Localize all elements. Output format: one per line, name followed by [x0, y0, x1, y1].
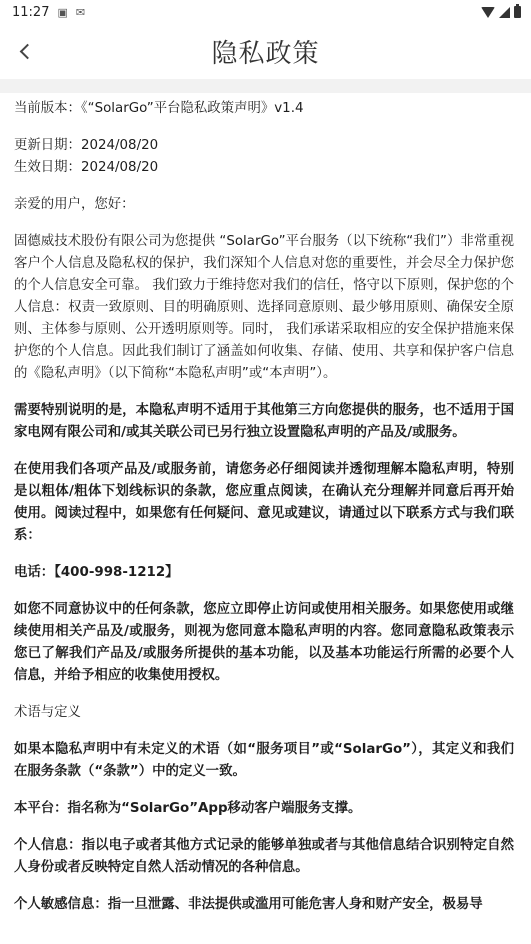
wifi-icon: [481, 7, 495, 18]
intro-paragraph: 固德威技术股份有限公司为您提供 “SolarGo”平台服务（以下统称“我们”）非常重视客户个人信息及隐私权的保护，我们深知个人信息对您的重要性，并会尽全力保护您的个人信息安全可靠。 我们致力于维持您对我们的信任，恪守以下原则，保护您的个人信息：权责一致原则、目的明确原则、选择同意原则、最少够用原则、确保安全原则、主体参与原则、公开透明原则等。同时， 我们承诺采取相应的安全保护措施来保护您的个人信息。因此我们制订了涵盖如何收集、存储、使用、共享和保护客户信息的《隐私声明》（以下简称“本隐私声明”或“本声明”）。: [14, 234, 514, 381]
status-right: [481, 6, 521, 18]
status-time: 11:27: [12, 4, 50, 20]
status-left: [12, 5, 85, 20]
version-text: 当前版本：《“SolarGo”平台隐私政策声明》v1.4: [14, 101, 304, 116]
header-divider: [0, 79, 531, 93]
chevron-left-icon: [19, 43, 35, 59]
greeting: 亲爱的用户，您好：: [14, 197, 135, 212]
nav-bar: [0, 24, 531, 78]
sensitive-info-definition: 个人敏感信息：指一旦泄露、非法提供或滥用可能危害人身和财产安全，极易导: [14, 897, 483, 912]
disagree-note: 如您不同意协议中的任何条款，您应立即停止访问或使用相关服务。如果您使用或继续使用相关产品及/或服务，则视为您同意本隐私声明的内容。您同意隐私政策表示您已了解我们产品及/或服务所提供的基本功能，以及基本功能运行所需的必要个人信息，并给予相应的收集使用授权。: [14, 602, 514, 683]
signal-icon: [499, 7, 510, 18]
mail-icon: ✉: [75, 5, 86, 19]
terms-heading: 术语与定义: [14, 705, 81, 720]
contact-phone: 电话：【400-998-1212】: [14, 565, 179, 580]
a-notification-icon: ▣: [57, 5, 68, 19]
platform-definition: 本平台：指名称为“SolarGo”App移动客户端服务支撑。: [14, 801, 362, 816]
special-note: 需要特别说明的是，本隐私声明不适用于其他第三方向您提供的服务，也不适用于国家电网有限公司和/或其关联公司已另行独立设置隐私声明的产品及/或服务。: [14, 403, 514, 440]
status-bar: [0, 0, 531, 24]
update-date: 更新日期：2024/08/20: [14, 138, 159, 153]
battery-icon: [514, 6, 521, 18]
undefined-terms: 如果本隐私声明中有未定义的术语（如“服务项目”或“SolarGo”），其定义和我们在服务条款（“条款”）中的定义一致。: [14, 742, 514, 779]
effective-date: 生效日期：2024/08/20: [14, 160, 159, 175]
read-carefully-note: 在使用我们各项产品及/或服务前，请您务必仔细阅读并透彻理解本隐私声明，特别是以粗体/粗体下划线标识的条款，您应重点阅读，在确认充分理解并同意后再开始使用。阅读过程中，如果您有任何疑问、意见或建议，请通过以下联系方式与我们联系：: [14, 462, 514, 543]
policy-content: [14, 98, 514, 931]
back-button[interactable]: [10, 34, 40, 68]
page-title: 隐私政策: [211, 38, 320, 69]
personal-info-definition: 个人信息：指以电子或者其他方式记录的能够单独或者与其他信息结合识别特定自然人身份或者反映特定自然人活动情况的各种信息。: [14, 838, 514, 875]
